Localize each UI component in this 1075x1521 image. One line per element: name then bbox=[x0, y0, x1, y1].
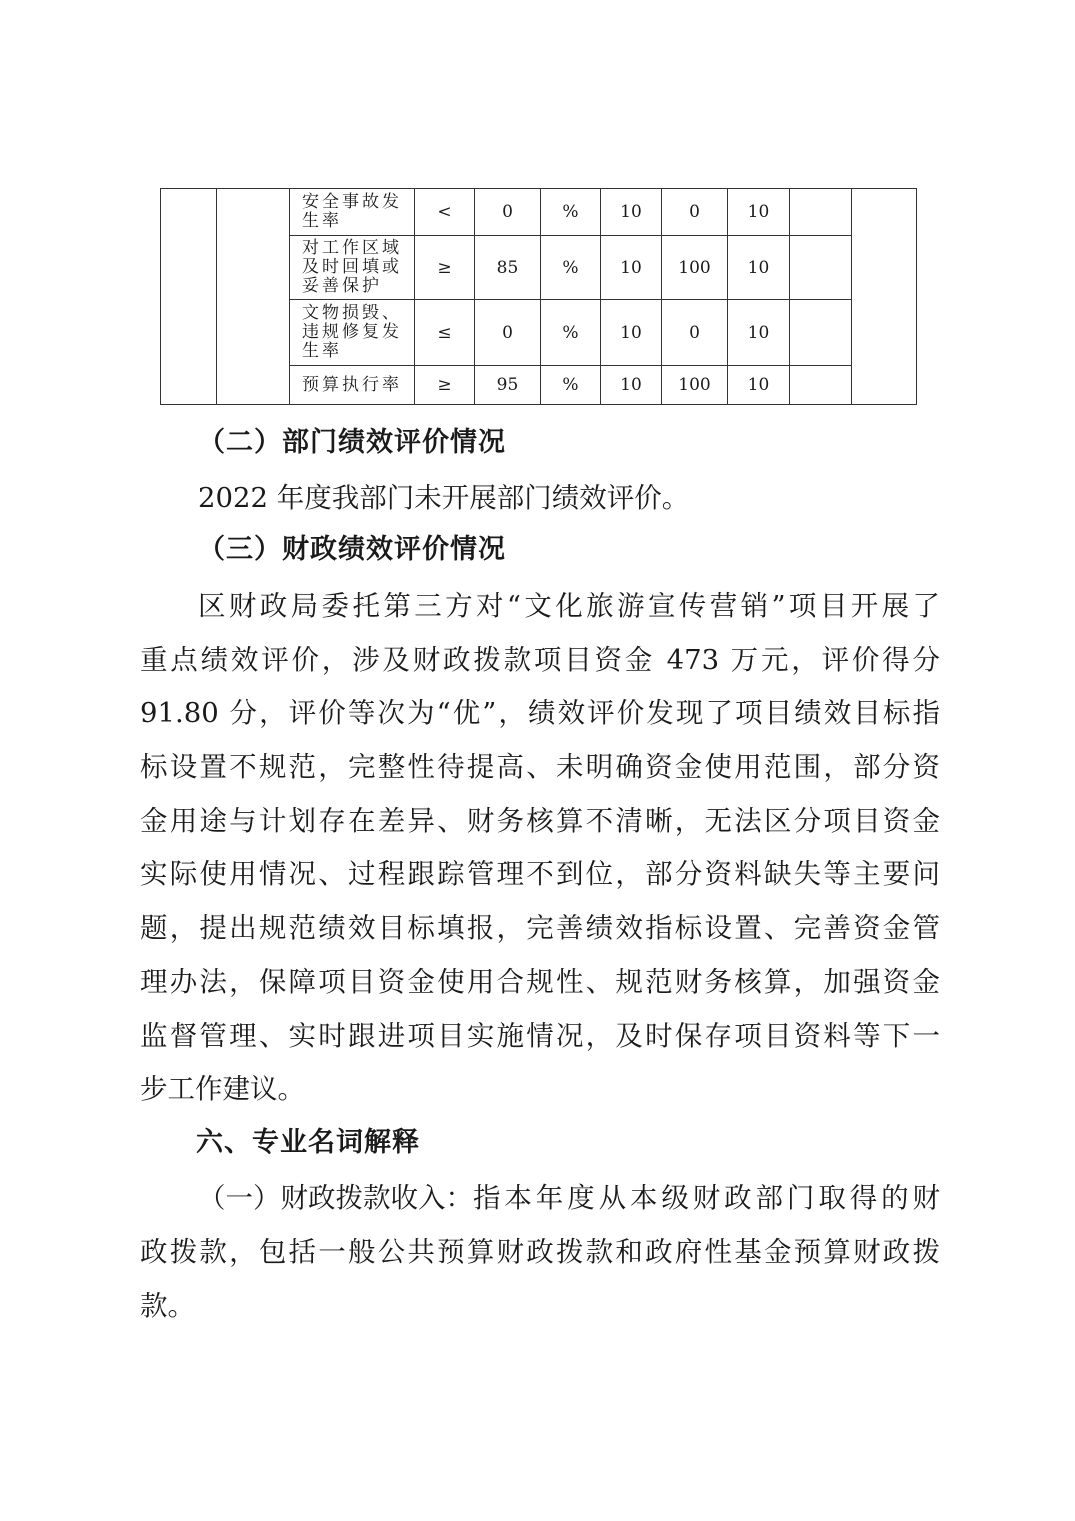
paragraph-line: 实际使用情况、过程跟踪管理不到位，部分资料缺失等主要问 bbox=[140, 858, 940, 890]
paragraph-line: 款。 bbox=[140, 1290, 195, 1322]
term-label: （一）财政拨款收入： bbox=[198, 1182, 473, 1214]
indicator-operator: ≥ bbox=[415, 236, 475, 300]
indicator-name: 对工作区域及时回填或妥善保护 bbox=[290, 236, 415, 300]
indicator-unit: % bbox=[541, 236, 601, 300]
indicator-unit: % bbox=[541, 300, 601, 366]
paragraph-line: 金用途与计划存在差异、财务核算不清晰，无法区分项目资金 bbox=[140, 805, 940, 837]
indicator-target: 0 bbox=[475, 300, 541, 366]
indicator-weight: 10 bbox=[601, 189, 662, 236]
indicator-score: 10 bbox=[728, 236, 790, 300]
section-heading-department-evaluation: （二）部门绩效评价情况 bbox=[198, 427, 506, 458]
table-cell-empty bbox=[790, 366, 852, 405]
indicator-weight: 10 bbox=[601, 300, 662, 366]
section-heading-terminology: 六、专业名词解释 bbox=[196, 1127, 420, 1158]
indicator-actual: 0 bbox=[662, 189, 728, 236]
table-cell-empty bbox=[852, 189, 917, 405]
indicator-actual: 100 bbox=[662, 366, 728, 405]
indicator-score: 10 bbox=[728, 300, 790, 366]
paragraph-line: 监督管理、实时跟进项目实施情况，及时保存项目资料等下一 bbox=[140, 1020, 940, 1052]
indicator-operator: ≤ bbox=[415, 300, 475, 366]
indicator-actual: 0 bbox=[662, 300, 728, 366]
indicator-name: 文物损毁、违规修复发生率 bbox=[290, 300, 415, 366]
term-definition: 指本年度从本级财政部门取得的财 bbox=[473, 1182, 940, 1214]
indicator-operator: < bbox=[415, 189, 475, 236]
indicator-actual: 100 bbox=[662, 236, 728, 300]
paragraph-line: 理办法，保障项目资金使用合规性、规范财务核算，加强资金 bbox=[140, 966, 940, 998]
paragraph-line: 题，提出规范绩效目标填报，完善绩效指标设置、完善资金管 bbox=[140, 912, 940, 944]
paragraph-line: 91.80 分，评价等次为“优”，绩效评价发现了项目绩效目标指 bbox=[140, 697, 940, 729]
indicator-target: 95 bbox=[475, 366, 541, 405]
indicator-operator: ≥ bbox=[415, 366, 475, 405]
table-cell-empty bbox=[790, 236, 852, 300]
table-cell-empty bbox=[790, 300, 852, 366]
indicator-name: 预算执行率 bbox=[290, 366, 415, 405]
indicator-unit: % bbox=[541, 189, 601, 236]
paragraph-line: 标设置不规范，完整性待提高、未明确资金使用范围，部分资 bbox=[140, 751, 940, 783]
paragraph-line: 重点绩效评价，涉及财政拨款项目资金 473 万元，评价得分 bbox=[140, 644, 940, 676]
section-heading-fiscal-evaluation: （三）财政绩效评价情况 bbox=[198, 534, 506, 565]
table-cell-empty bbox=[217, 189, 290, 405]
paragraph-line: 步工作建议。 bbox=[140, 1073, 305, 1105]
indicator-name: 安全事故发生率 bbox=[290, 189, 415, 236]
indicator-score: 10 bbox=[728, 366, 790, 405]
paragraph-line: 2022 年度我部门未开展部门绩效评价。 bbox=[198, 482, 690, 514]
indicator-score: 10 bbox=[728, 189, 790, 236]
table-row bbox=[161, 189, 917, 236]
table-cell-empty bbox=[161, 189, 217, 405]
performance-indicator-table bbox=[160, 188, 917, 405]
paragraph-line bbox=[198, 1175, 940, 1215]
paragraph-line: 区财政局委托第三方对“文化旅游宣传营销”项目开展了 bbox=[198, 590, 940, 622]
paragraph-line: 政拨款，包括一般公共预算财政拨款和政府性基金预算财政拨 bbox=[140, 1236, 940, 1268]
indicator-target: 0 bbox=[475, 189, 541, 236]
indicator-unit: % bbox=[541, 366, 601, 405]
indicator-weight: 10 bbox=[601, 236, 662, 300]
table-cell-empty bbox=[790, 189, 852, 236]
indicator-weight: 10 bbox=[601, 366, 662, 405]
indicator-target: 85 bbox=[475, 236, 541, 300]
